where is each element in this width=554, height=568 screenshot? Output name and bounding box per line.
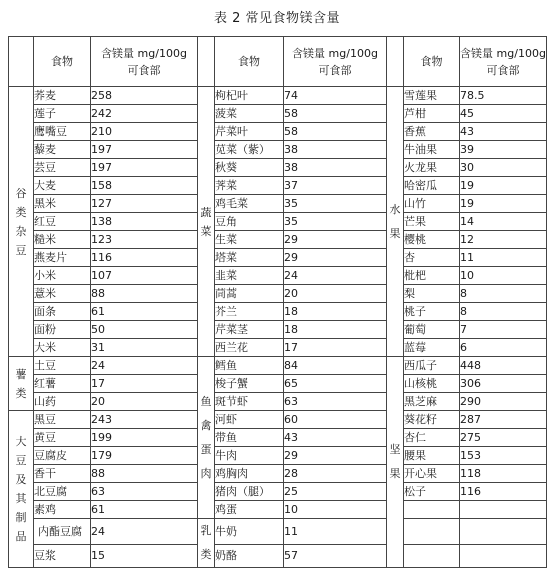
food-name: 鹰嘴豆: [34, 123, 91, 141]
group-nuts: 坚果: [387, 357, 404, 568]
header-magnesium-label: 含镁量 mg/100g: [460, 46, 546, 60]
food-name: 杏: [404, 249, 460, 267]
food-value: 84: [284, 357, 387, 375]
food-name: 蓝莓: [404, 339, 460, 357]
food-value: 58: [284, 123, 387, 141]
food-name: 牛奶: [215, 519, 284, 545]
table-row: [9, 339, 547, 357]
food-name: 芹菜茎: [215, 321, 284, 339]
food-value: 118: [460, 465, 547, 483]
food-name: 河虾: [215, 411, 284, 429]
food-value: 153: [460, 447, 547, 465]
food-name: [404, 544, 460, 567]
table-row: [9, 519, 547, 545]
food-value: 8: [460, 303, 547, 321]
food-value: 28: [284, 465, 387, 483]
food-value: 88: [91, 285, 198, 303]
food-value: 39: [460, 141, 547, 159]
food-name: 山竹: [404, 195, 460, 213]
table-row: [9, 465, 547, 483]
food-value: 199: [91, 429, 198, 447]
header-magnesium-1: [91, 37, 198, 87]
food-value: 20: [91, 393, 198, 411]
food-value: 57: [284, 544, 387, 567]
header-edible-label: 可食部: [486, 63, 520, 77]
food-name: 豆浆: [34, 544, 91, 567]
food-name: 山药: [34, 393, 91, 411]
food-name: 开心果: [404, 465, 460, 483]
food-value: 12: [460, 231, 547, 249]
food-value: 242: [91, 105, 198, 123]
food-value: 8: [460, 285, 547, 303]
food-value: 24: [91, 357, 198, 375]
food-name: 北豆腐: [34, 483, 91, 501]
food-name: 芸豆: [34, 159, 91, 177]
food-value: [460, 501, 547, 519]
food-value: 10: [460, 267, 547, 285]
food-value: 45: [460, 105, 547, 123]
food-name: 鳕鱼: [215, 357, 284, 375]
food-value: 61: [91, 501, 198, 519]
food-name: 梭子蟹: [215, 375, 284, 393]
food-value: 30: [460, 159, 547, 177]
food-value: 19: [460, 195, 547, 213]
food-name: 香干: [34, 465, 91, 483]
food-name: 杏仁: [404, 429, 460, 447]
food-name: 红薯: [34, 375, 91, 393]
food-name: 燕麦片: [34, 249, 91, 267]
food-value: 197: [91, 141, 198, 159]
header-magnesium-2: [284, 37, 387, 87]
food-name: 面条: [34, 303, 91, 321]
food-name: 猪肉（腿）: [215, 483, 284, 501]
food-value: 29: [284, 447, 387, 465]
food-value: 290: [460, 393, 547, 411]
food-name: 红豆: [34, 213, 91, 231]
food-name: 雪莲果: [404, 87, 460, 105]
food-name: 枸杞叶: [215, 87, 284, 105]
food-value: 29: [284, 249, 387, 267]
food-value: 74: [284, 87, 387, 105]
food-name: 面粉: [34, 321, 91, 339]
food-name: 生菜: [215, 231, 284, 249]
food-value: 197: [91, 159, 198, 177]
food-name: 小米: [34, 267, 91, 285]
food-value: 14: [460, 213, 547, 231]
food-name: 大米: [34, 339, 91, 357]
food-name: 芦柑: [404, 105, 460, 123]
header-group-3: [387, 37, 404, 87]
food-value: 116: [91, 249, 198, 267]
food-name: 梨: [404, 285, 460, 303]
food-name: 藜麦: [34, 141, 91, 159]
food-value: 37: [284, 177, 387, 195]
food-name: 山核桃: [404, 375, 460, 393]
food-name: 荠菜: [215, 177, 284, 195]
food-name: 斑节虾: [215, 393, 284, 411]
food-value: 138: [91, 213, 198, 231]
group-fruits: 水果: [387, 87, 404, 357]
food-name: 秋葵: [215, 159, 284, 177]
food-value: 448: [460, 357, 547, 375]
table-row: [9, 447, 547, 465]
food-name: 牛肉: [215, 447, 284, 465]
food-name: 鸡胸肉: [215, 465, 284, 483]
food-name: 葵花籽: [404, 411, 460, 429]
food-name: 葡萄: [404, 321, 460, 339]
food-name: 菠菜: [215, 105, 284, 123]
food-value: 15: [91, 544, 198, 567]
food-name: 西兰花: [215, 339, 284, 357]
food-name: 松子: [404, 483, 460, 501]
food-value: 29: [284, 231, 387, 249]
food-name: [404, 519, 460, 545]
food-value: 43: [284, 429, 387, 447]
header-food-3: 食物: [404, 37, 460, 87]
food-name: 樱桃: [404, 231, 460, 249]
food-value: 63: [91, 483, 198, 501]
food-name: 芒果: [404, 213, 460, 231]
food-value: 243: [91, 411, 198, 429]
food-name: 荞麦: [34, 87, 91, 105]
food-name: 素鸡: [34, 501, 91, 519]
food-value: 35: [284, 213, 387, 231]
table-row: [9, 87, 547, 105]
food-name: 豆腐皮: [34, 447, 91, 465]
header-row: [9, 37, 547, 87]
food-name: 薏米: [34, 285, 91, 303]
food-name: 黄豆: [34, 429, 91, 447]
group-grains: 谷类杂豆: [9, 87, 34, 357]
header-food-2: 食物: [215, 37, 284, 87]
table-row: [9, 393, 547, 411]
food-name: 香蕉: [404, 123, 460, 141]
table-row: [9, 123, 547, 141]
food-name: 莲子: [34, 105, 91, 123]
food-value: 18: [284, 321, 387, 339]
food-value: 19: [460, 177, 547, 195]
table-row: [9, 213, 547, 231]
table-row: [9, 159, 547, 177]
food-value: 20: [284, 285, 387, 303]
table-row: [9, 285, 547, 303]
group-dairy: 乳类: [198, 519, 215, 568]
table-row: [9, 177, 547, 195]
food-value: 11: [284, 519, 387, 545]
food-name: 苋菜（紫）: [215, 141, 284, 159]
food-value: 43: [460, 123, 547, 141]
food-name: 哈密瓜: [404, 177, 460, 195]
food-value: 287: [460, 411, 547, 429]
food-name: 芹菜叶: [215, 123, 284, 141]
food-name: 茼蒿: [215, 285, 284, 303]
food-name: 大麦: [34, 177, 91, 195]
table-row: [9, 501, 547, 519]
food-name: 土豆: [34, 357, 91, 375]
food-value: 50: [91, 321, 198, 339]
group-meat: 鱼禽蛋肉: [198, 357, 215, 519]
food-name: 塔菜: [215, 249, 284, 267]
table-row: [9, 411, 547, 429]
table-row: [9, 321, 547, 339]
food-name: 枇杷: [404, 267, 460, 285]
food-value: 17: [284, 339, 387, 357]
food-value: 179: [91, 447, 198, 465]
food-name: [404, 501, 460, 519]
food-value: 210: [91, 123, 198, 141]
food-name: 奶酪: [215, 544, 284, 567]
food-name: 韭菜: [215, 267, 284, 285]
table-row: [9, 231, 547, 249]
food-name: 糙米: [34, 231, 91, 249]
group-vegetables: 蔬菜: [198, 87, 215, 357]
table-row: [9, 105, 547, 123]
food-name: 西瓜子: [404, 357, 460, 375]
table-row: [9, 375, 547, 393]
group-soy: 大豆及其制品: [9, 411, 34, 568]
food-value: 61: [91, 303, 198, 321]
food-value: [460, 519, 547, 545]
food-value: 63: [284, 393, 387, 411]
food-value: [460, 544, 547, 567]
food-value: 24: [91, 519, 198, 545]
food-value: 6: [460, 339, 547, 357]
food-value: 78.5: [460, 87, 547, 105]
header-magnesium-label: 含镁量 mg/100g: [101, 46, 187, 60]
table-row: [9, 544, 547, 567]
food-value: 127: [91, 195, 198, 213]
food-name: 黑米: [34, 195, 91, 213]
food-name: 火龙果: [404, 159, 460, 177]
food-value: 38: [284, 159, 387, 177]
group-tubers: 薯类: [9, 357, 34, 411]
food-name: 内酯豆腐: [34, 519, 91, 545]
food-value: 88: [91, 465, 198, 483]
table-row: [9, 303, 547, 321]
food-value: 10: [284, 501, 387, 519]
food-name: 黑芝麻: [404, 393, 460, 411]
header-edible-label: 可食部: [318, 63, 352, 77]
food-value: 35: [284, 195, 387, 213]
food-value: 107: [91, 267, 198, 285]
food-value: 60: [284, 411, 387, 429]
header-food-1: 食物: [34, 37, 91, 87]
food-value: 24: [284, 267, 387, 285]
food-value: 306: [460, 375, 547, 393]
food-name: 豆角: [215, 213, 284, 231]
food-value: 258: [91, 87, 198, 105]
food-name: 鸡毛菜: [215, 195, 284, 213]
magnesium-table: [8, 36, 547, 568]
food-name: 鸡蛋: [215, 501, 284, 519]
food-value: 275: [460, 429, 547, 447]
food-value: 116: [460, 483, 547, 501]
table-row: [9, 249, 547, 267]
header-group-1: [9, 37, 34, 87]
food-name: 黑豆: [34, 411, 91, 429]
table-row: [9, 483, 547, 501]
food-value: 11: [460, 249, 547, 267]
header-edible-label: 可食部: [127, 63, 161, 77]
food-value: 18: [284, 303, 387, 321]
table-row: [9, 429, 547, 447]
food-value: 58: [284, 105, 387, 123]
table-row: [9, 195, 547, 213]
food-value: 31: [91, 339, 198, 357]
food-value: 158: [91, 177, 198, 195]
food-value: 38: [284, 141, 387, 159]
food-value: 17: [91, 375, 198, 393]
header-group-2: [198, 37, 215, 87]
food-name: 带鱼: [215, 429, 284, 447]
food-value: 7: [460, 321, 547, 339]
food-value: 25: [284, 483, 387, 501]
table-row: [9, 141, 547, 159]
food-name: 芥兰: [215, 303, 284, 321]
food-value: 123: [91, 231, 198, 249]
table-title: 表 2 常见食物镁含量: [213, 11, 341, 26]
food-value: 65: [284, 375, 387, 393]
header-magnesium-label: 含镁量 mg/100g: [292, 46, 378, 60]
food-name: 腰果: [404, 447, 460, 465]
header-magnesium-3: [460, 37, 547, 87]
table-row: [9, 267, 547, 285]
food-name: 桃子: [404, 303, 460, 321]
food-name: 牛油果: [404, 141, 460, 159]
table-row: [9, 357, 547, 375]
